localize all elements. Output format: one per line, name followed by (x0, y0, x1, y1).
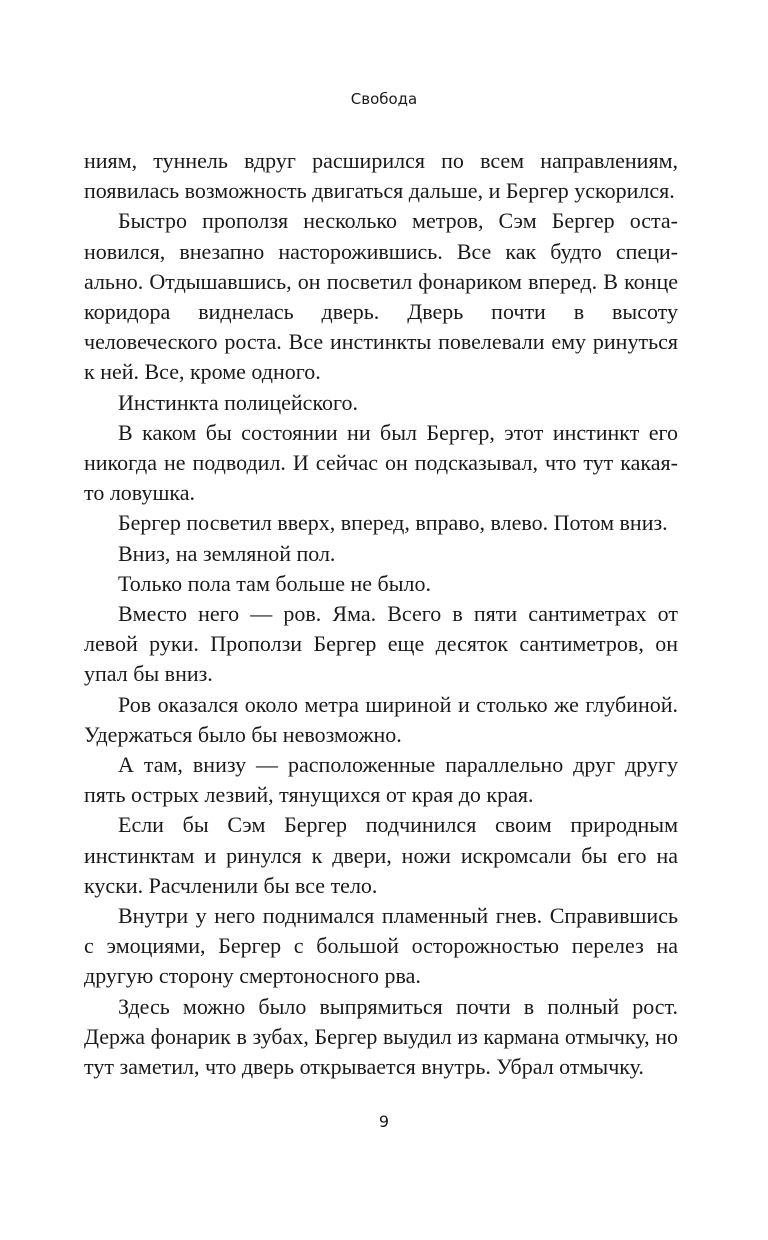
paragraph: Вниз, на земляной пол. (118, 540, 336, 566)
running-head: Свобода (350, 90, 418, 108)
paragraph: Если бы Сэм Бергер подчинился своим природным инстинктам и ринулся к двери, ножи искромсали бы его на куски. Расчленили бы все тело. (84, 812, 678, 898)
paragraph: Бергер посветил вверх, вперед, вправо, влево. Потом вниз. (118, 510, 668, 536)
paragraph: В каком бы состоянии ни был Бергер, этот инстинкт его никогда не подводил. И сейчас он подсказывал, что тут какая-то ловушка. (84, 419, 678, 506)
paragraph: Внутри у него поднимался пламенный гнев. Справившись с эмоциями, Бергер с большой осторожностью перелез на другую сторону смертоносного рва. (84, 903, 678, 989)
paragraph: ниям, туннель вдруг расширился по всем направлениям, появилась возможность двигаться дальше, и Бергер ускорился. (84, 148, 678, 204)
paragraph: Инстинкта полицейского. (118, 389, 358, 415)
paragraph: Вместо него — ров. Яма. Всего в пяти сантиметрах от левой руки. Проползи Бергер еще десяток сантиметров, он упал бы вниз. (84, 601, 678, 687)
page-number: 9 (378, 1112, 390, 1131)
paragraph: Ров оказался около метра шириной и столько же глубиной. Удержаться было бы невозможно. (84, 691, 678, 747)
paragraph: Только пола там больше не было. (118, 570, 431, 596)
paragraph: Здесь можно было выпрямиться почти в полный рост. Держа фонарик в зубах, Бергер выудил из кармана отмычку, но тут заметил, что дверь открывается внутрь. Убрал отмычку. (84, 993, 678, 1080)
body-text (84, 146, 678, 1082)
paragraph: А там, внизу — расположенные параллельно друг другу пять острых лезвий, тянущихся от края до края. (84, 752, 678, 808)
paragraph: Быстро проползя несколько метров, Сэм Бергер остановился, внезапно насторожившись. Все как будто специально. Отдышавшись, он посветил фонариком вперед. В конце коридора виднелась дверь. Дверь почти в высоту человеческого роста. Все инстинкты повелевали ему ринуться к ней. Все, кроме одного. (84, 208, 678, 385)
